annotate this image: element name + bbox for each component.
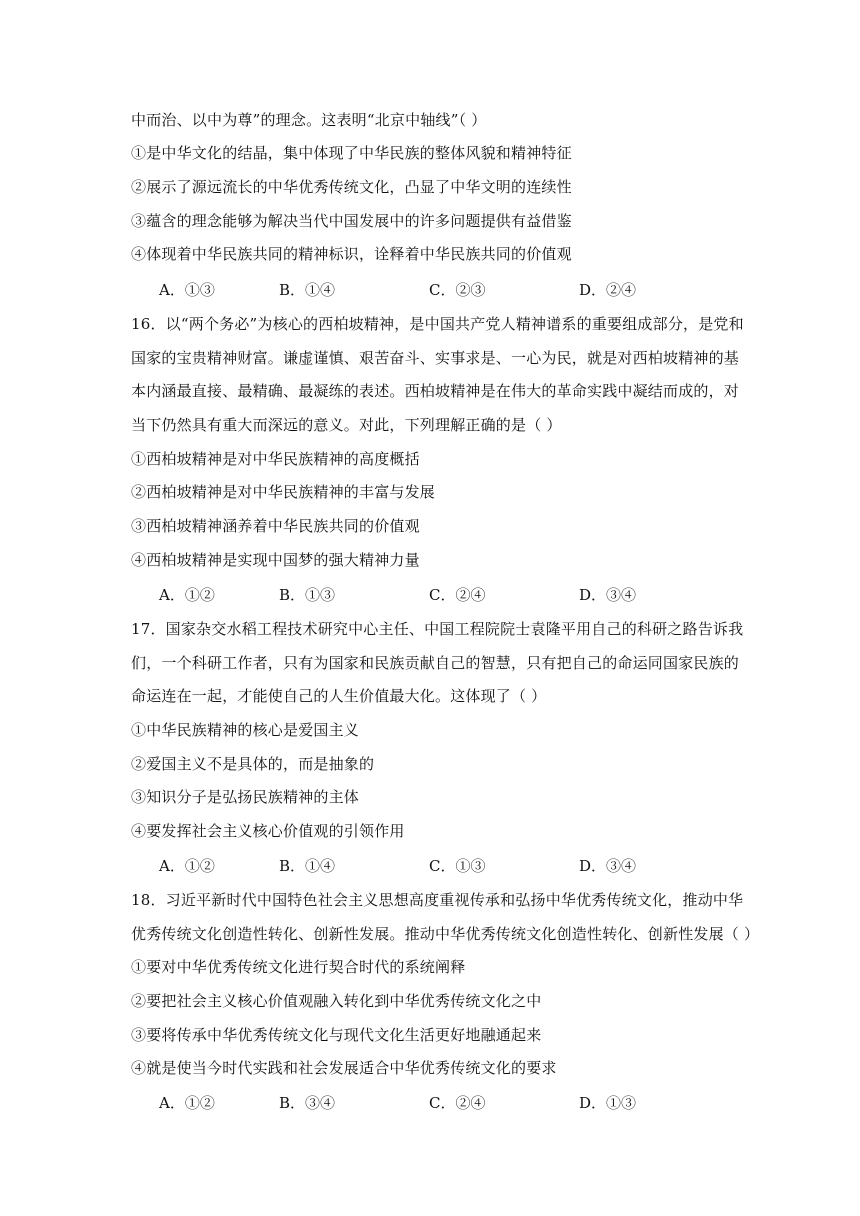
q18-statement-1: ①要对中华优秀传统文化进行契合时代的系统阐释 [131, 958, 466, 976]
q17-option-a[interactable]: A．①② [159, 857, 215, 875]
q17-option-d[interactable]: D．③④ [579, 857, 637, 875]
q15-option-c[interactable]: C．②③ [429, 281, 486, 299]
q16-stem-line-2: 国家的宝贵精神财富。谦虚谨慎、艰苦奋斗、实事求是、一心为民，就是对西柏坡精神的基 [131, 349, 740, 367]
q17-stem-line-1: 17．国家杂交水稻工程技术研究中心主任、中国工程院院士袁隆平用自己的科研之路告诉我 [131, 620, 744, 638]
q16-stem-line-1: 16．以“两个务必”为核心的西柏坡精神，是中国共产党人精神谱系的重要组成部分，是党和 [131, 315, 744, 333]
q18-options [159, 1093, 759, 1113]
q16-statement-2: ②西柏坡精神是对中华民族精神的丰富与发展 [131, 483, 436, 501]
q16-option-a[interactable]: A．①② [159, 586, 215, 604]
q15-stem-tail: 中而治、以中为尊”的理念。这表明“北京中轴线”（ ） [131, 111, 487, 129]
q15-options [159, 280, 759, 300]
q16-option-d[interactable]: D．③④ [579, 586, 637, 604]
q18-statement-3: ③要将传承中华优秀传统文化与现代文化生活更好地融通起来 [131, 1026, 542, 1044]
q16-stem-line-3: 本内涵最直接、最精确、最凝练的表述。西柏坡精神是在伟大的革命实践中凝结而成的，对 [131, 382, 740, 400]
q16-statement-1: ①西柏坡精神是对中华民族精神的高度概括 [131, 450, 420, 468]
q16-stem-line-4: 当下仍然具有重大而深远的意义。对此，下列理解正确的是（ ） [131, 416, 562, 434]
q17-statement-4: ④要发挥社会主义核心价值观的引领作用 [131, 822, 405, 840]
q17-statement-2: ②爱国主义不是具体的，而是抽象的 [131, 755, 375, 773]
q17-stem-line-3: 命运连在一起，才能使自己的人生价值最大化。这体现了（ ） [131, 687, 547, 705]
q17-statement-3: ③知识分子是弘扬民族精神的主体 [131, 788, 360, 806]
q16-statement-3: ③西柏坡精神涵养着中华民族共同的价值观 [131, 517, 420, 535]
q15-option-d[interactable]: D．②④ [579, 281, 637, 299]
q17-option-b[interactable]: B．①④ [279, 857, 336, 875]
q16-statement-4: ④西柏坡精神是实现中国梦的强大精神力量 [131, 551, 420, 569]
q15-statement-1: ①是中华文化的结晶，集中体现了中华民族的整体风貌和精神特征 [131, 144, 572, 162]
q15-option-a[interactable]: A．①③ [159, 281, 215, 299]
q16-options [159, 585, 759, 605]
q16-option-c[interactable]: C．②④ [429, 586, 486, 604]
q18-option-b[interactable]: B．③④ [279, 1094, 336, 1112]
q16-option-b[interactable]: B．①③ [279, 586, 336, 604]
q18-stem-line-2: 优秀传统文化创造性转化、创新性发展。推动中华优秀传统文化创造性转化、创新性发展（ ） [131, 925, 760, 943]
q18-option-a[interactable]: A．①② [159, 1094, 215, 1112]
q18-option-c[interactable]: C．②④ [429, 1094, 486, 1112]
q18-option-d[interactable]: D．①③ [579, 1094, 637, 1112]
q15-statement-3: ③蕴含的理念能够为解决当代中国发展中的许多问题提供有益借鉴 [131, 212, 572, 230]
q18-stem-line-1: 18．习近平新时代中国特色社会主义思想高度重视传承和弘扬中华优秀传统文化，推动中华 [131, 891, 744, 909]
q15-statement-4: ④体现着中华民族共同的精神标识，诠释着中华民族共同的价值观 [131, 245, 572, 263]
q15-statement-2: ②展示了源远流长的中华优秀传统文化，凸显了中华文明的连续性 [131, 178, 572, 196]
q15-option-b[interactable]: B．①④ [279, 281, 336, 299]
q18-statement-2: ②要把社会主义核心价值观融入转化到中华优秀传统文化之中 [131, 992, 542, 1010]
q17-stem-line-2: 们，一个科研工作者，只有为国家和民族贡献自己的智慧，只有把自己的命运同国家民族的 [131, 654, 740, 672]
q17-option-c[interactable]: C．①③ [429, 857, 486, 875]
q17-options [159, 856, 759, 876]
q18-statement-4: ④就是使当今时代实践和社会发展适合中华优秀传统文化的要求 [131, 1059, 557, 1077]
q17-statement-1: ①中华民族精神的核心是爱国主义 [131, 721, 360, 739]
